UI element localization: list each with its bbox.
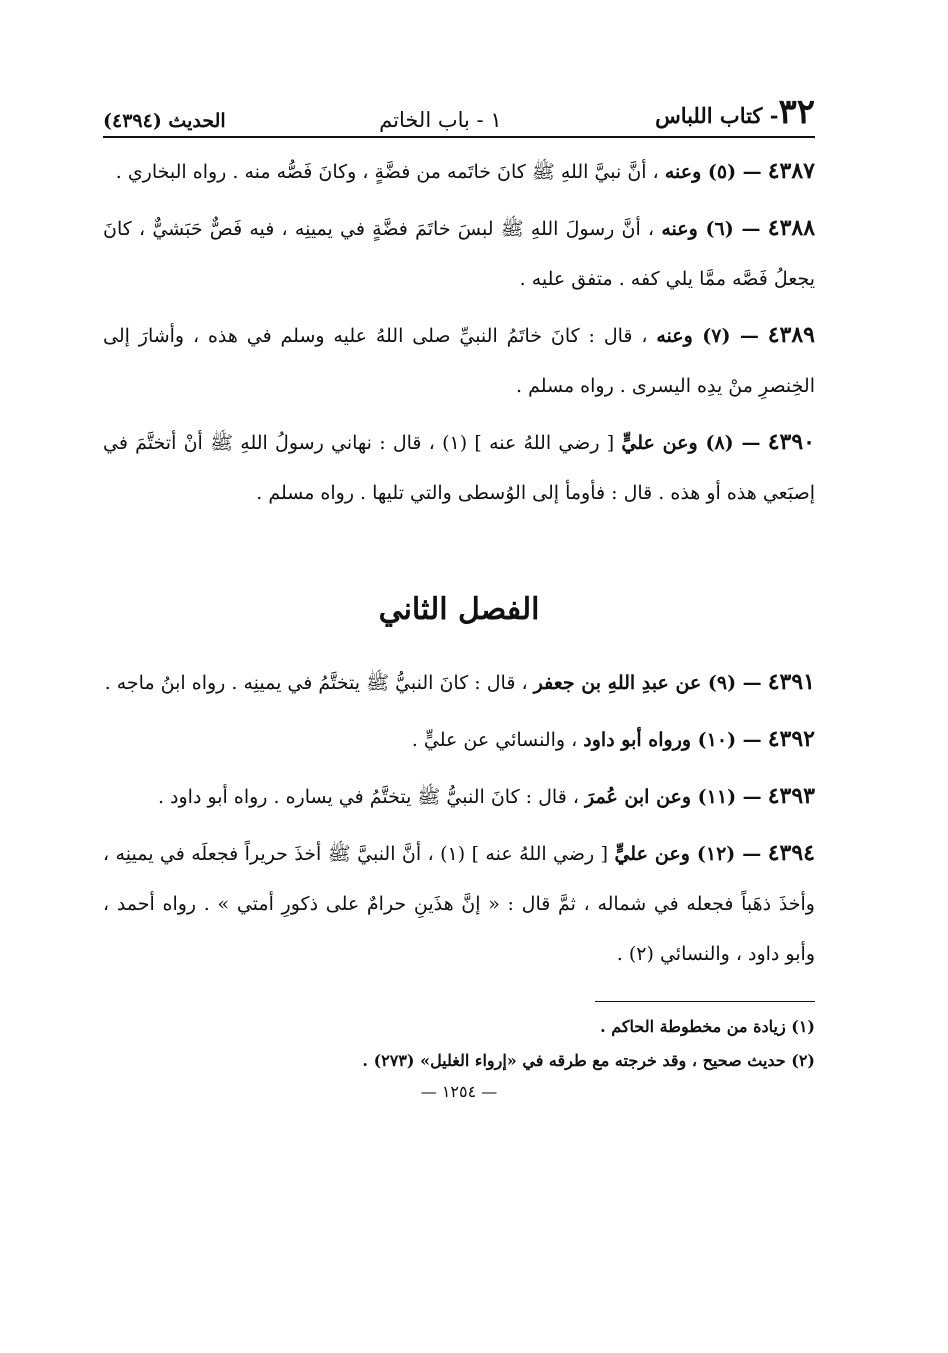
- page: [103, 88, 815, 1101]
- hadith-4388: [103, 203, 815, 304]
- hadith-number: ٤٣٩٣: [767, 783, 815, 809]
- hadith-text: ، والنسائي عن عليٍّ .: [411, 729, 578, 751]
- hadith-4394: [103, 828, 815, 979]
- hadith-4391: [103, 657, 815, 708]
- hadith-ref: — (٧) وعنه: [656, 325, 759, 347]
- section-heading: الفصل الثاني: [378, 592, 540, 627]
- hadith-number: ٤٣٩٢: [767, 726, 815, 752]
- hadith-4390: [103, 417, 815, 518]
- hadith-ref: — (٩) عن عبدِ اللهِ بن جعفر: [533, 672, 762, 694]
- footnote-2: (٢) حديث صحيح ، وقد خرجته مع طرقه في «إرواء الغليل» (٢٧٣) .: [362, 1051, 815, 1070]
- hadith-text: ، أنَّ نبيَّ اللهِ ﷺ كانَ خاتَمه من فضَّةٍ ، وكانَ فَصُّه منه . رواه البخاري .: [115, 161, 659, 183]
- hadith-ref: — (٥) وعنه: [664, 161, 762, 183]
- first-part: [103, 146, 815, 518]
- hadith-4387: [103, 146, 815, 197]
- footnote-1: (١) زيادة من مخطوطة الحاكم .: [600, 1017, 815, 1036]
- hadith-number: ٤٣٩٠: [767, 429, 815, 455]
- hadith-text: ، قال : كانَ خاتَمُ النبيِّ صلى اللهُ عليه وسلم في هذه ، وأشارَ إلى الخِنصرِ منْ يدِه اليسرى . رواه مسلم .: [103, 325, 815, 397]
- hadith-number: ٤٣٩٤: [767, 840, 815, 866]
- hadith-text: [ رضي اللهُ عنه ] (١) ، قال : نهاني رسولُ اللهِ ﷺ أنْ أتختَّمَ في إصبَعي هذه أو هذه . قال : فأومأ إلى الوُسطى والتي تليها . رواه مسلم .: [103, 432, 815, 504]
- hadith-ref: — (٦) وعنه: [661, 218, 761, 240]
- running-header: [103, 88, 815, 138]
- second-part: [103, 657, 815, 979]
- hadith-number: ٤٣٨٧: [767, 158, 815, 184]
- hadith-text: [ رضي اللهُ عنه ] (١) ، أنَّ النبيَّ ﷺ أخذَ حريراً فجعلَه في يمينِه ، وأخذَ ذهَباً فجعله في شماله ، ثمَّ قال : « إنَّ هذَينِ حرامٌ على ذكورِ أمتي » . رواه أحمد ، وأبو داود ، والنسائي (٢) .: [103, 843, 815, 965]
- page-number: — ١٢٥٤ —: [420, 1082, 498, 1101]
- hadith-text: ، قال : كانَ النبيُّ ﷺ يتختَّمُ في يمينِه . رواه ابنُ ماجه .: [104, 672, 528, 694]
- footnotes: [103, 1010, 815, 1078]
- hadith-ref: — (١١) وعن ابن عُمرَ: [585, 786, 762, 808]
- hadith-ref: — (١٢) وعن عليٍّ: [614, 843, 762, 865]
- hadith-number: ٤٣٩١: [767, 669, 815, 695]
- hadith-number: ٤٣٨٩: [767, 322, 815, 348]
- chapter-number: ٣٢: [778, 92, 815, 132]
- hadith-text: ، أنَّ رسولَ اللهِ ﷺ لبسَ خاتَمَ فضَّةٍ في يمينِه ، فيه فَصٌّ حَبَشيٌّ ، كانَ يجعلُ فَصَّه ممَّا يلي كفه . متفق عليه .: [103, 218, 815, 290]
- section-title: ١ - باب الخاتم: [379, 108, 502, 132]
- hadith-range: الحديث (٤٣٩٤): [103, 110, 226, 132]
- hadith-text: ، قال : كانَ النبيُّ ﷺ يتختَّمُ في يساره . رواه أبو داود .: [157, 786, 579, 808]
- hadith-ref: — (١٠) ورواه أبو داود: [583, 729, 762, 751]
- footnote-divider: [595, 1001, 815, 1002]
- chapter-heading: [655, 92, 815, 132]
- hadith-4393: [103, 771, 815, 822]
- hadith-4392: [103, 714, 815, 765]
- hadith-number: ٤٣٨٨: [767, 215, 816, 241]
- chapter-title: - كتاب اللباس: [655, 103, 779, 128]
- hadith-ref: — (٨) وعن عليٍّ: [621, 432, 761, 454]
- hadith-4389: [103, 310, 815, 411]
